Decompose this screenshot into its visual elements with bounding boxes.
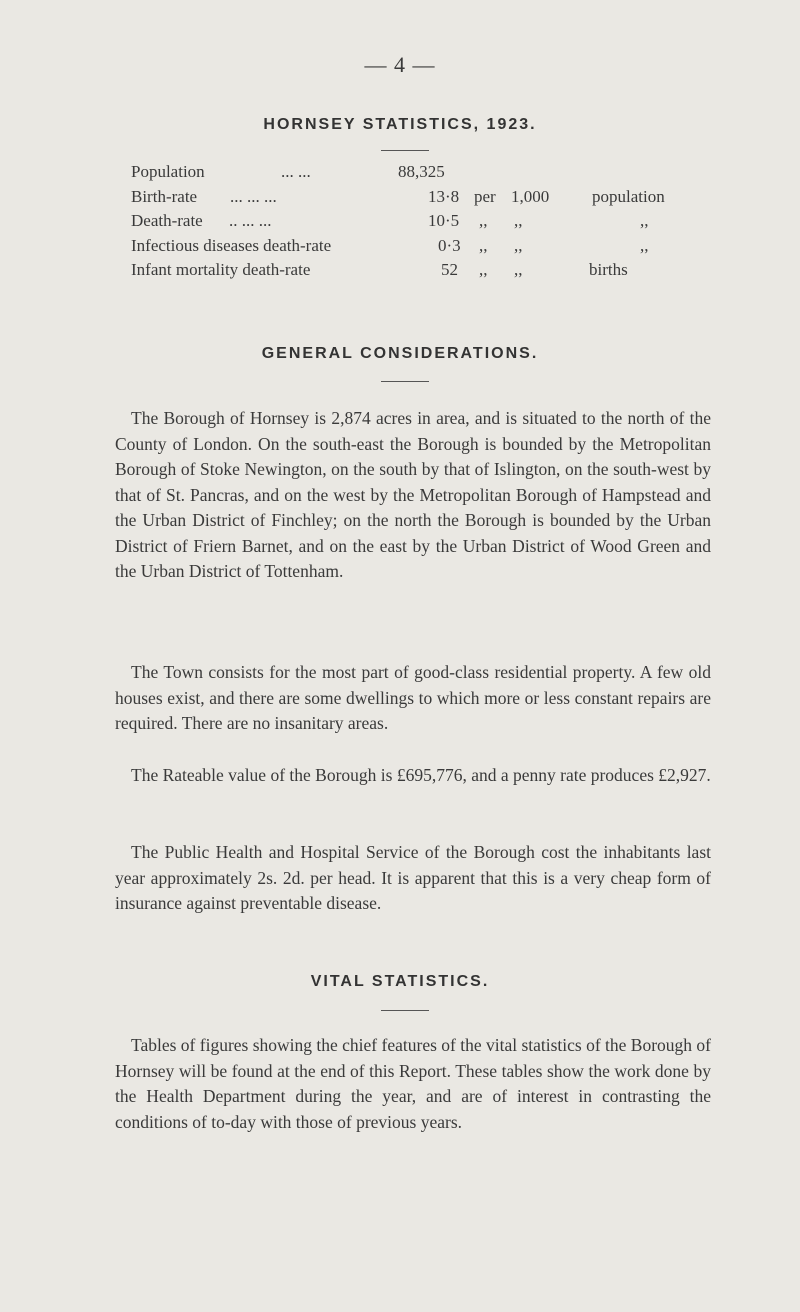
- stat-row-birth-rate: [131, 187, 731, 212]
- stat-value: 10·5: [428, 211, 460, 230]
- paragraph-borough-boundaries: The Borough of Hornsey is 2,874 acres in area, and is situated to the north of the County of London. On the south-east the Borough is bounded by the Metropolitan Borough of Stoke Newington, on the south by that of Islington, on the south-west by that of St. Pancras, and on the west by the Metropolitan Borough of Hampstead and the Urban District of Finchley; on the north the Borough is bounded by the Urban District of Friern Barnet, and on the east by the Urban District of Wood Green and the Urban District of Tottenham.: [115, 408, 711, 581]
- stat-value: 13·8: [428, 186, 460, 206]
- stat-row-infectious-diseases: [131, 236, 731, 261]
- stat-unit: ,,: [479, 260, 488, 279]
- stat-label: Infectious diseases death-rate: [131, 235, 332, 255]
- leader-dots: ... ...: [281, 162, 311, 181]
- stat-value: 52: [441, 260, 458, 279]
- statistics-heading: HORNSEY STATISTICS, 1923.: [263, 116, 537, 133]
- vital-statistics-heading: VITAL STATISTICS.: [310, 973, 490, 990]
- stat-value: 88,325: [398, 162, 445, 181]
- stat-label: Population: [131, 162, 205, 181]
- paragraph-vital-statistics: Tables of figures showing the chief features of the vital statistics of the Borough of Hornsey will be found at the end of this Report. These tables show the work done by the Health Department during the year, and are of interest in contrasting the conditions of to-day with those of previous years.: [115, 1035, 712, 1132]
- stat-scale: ,,: [514, 211, 523, 230]
- stat-row-death-rate: [131, 211, 731, 236]
- leader-dots: ... ... ...: [230, 186, 277, 206]
- divider-rule: [381, 381, 429, 382]
- stat-scale: ,,: [514, 235, 523, 255]
- page-number: — 4 —: [364, 52, 436, 77]
- stat-value: 0·3: [438, 235, 461, 255]
- stat-row-infant-mortality: [131, 260, 731, 285]
- statistics-table: [131, 162, 731, 285]
- divider-rule: [381, 1010, 429, 1011]
- stat-basis: population: [592, 186, 665, 206]
- stat-unit: ,,: [479, 235, 488, 255]
- leader-dots: .. ... ...: [229, 211, 272, 230]
- stat-scale: 1,000: [511, 186, 550, 206]
- stat-unit: ,,: [479, 211, 488, 230]
- divider-rule: [381, 150, 429, 151]
- stat-label: Death-rate: [131, 211, 203, 230]
- stat-label: Birth-rate: [131, 186, 198, 206]
- paragraph-town-property: The Town consists for the most part of good-class residential property. A few old houses exist, and there are some dwellings to which more or less constant repairs are required. There are no insanitary areas.: [115, 662, 711, 733]
- stat-basis: ,,: [640, 211, 649, 230]
- stat-unit: per: [474, 186, 496, 206]
- stat-row-population: [131, 162, 731, 187]
- stat-label: Infant mortality death-rate: [131, 260, 311, 279]
- stat-scale: ,,: [514, 260, 523, 279]
- paragraph-public-health-cost: The Public Health and Hospital Service of the Borough cost the inhabitants last year approximately 2s. 2d. per head. It is apparent that this is a very cheap form of insurance against preventable disease.: [115, 842, 711, 913]
- general-considerations-heading: GENERAL CONSIDERATIONS.: [261, 345, 539, 362]
- stat-basis: births: [589, 260, 628, 279]
- paragraph-rateable-value: The Rateable value of the Borough is £695,776, and a penny rate produces £2,927.: [131, 765, 711, 785]
- stat-basis: ,,: [640, 235, 649, 255]
